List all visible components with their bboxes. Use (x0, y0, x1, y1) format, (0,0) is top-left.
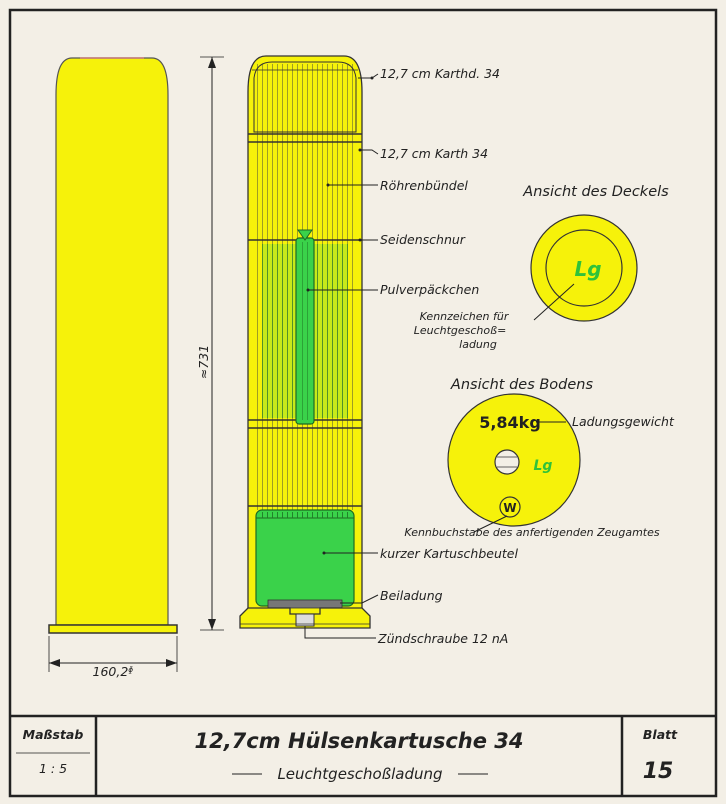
exterior-view (49, 57, 224, 679)
weight-label: Ladungsgewicht (572, 414, 674, 429)
zeugamt-label: Kennbuchstabe des anfertigenden Zeugamtes (404, 526, 660, 539)
lid-note-line3: ladung (459, 338, 497, 351)
lid-mark: Lg (574, 257, 602, 281)
blatt-label: Blatt (642, 727, 678, 742)
label-karth: 12,7 cm Karth 34 (380, 146, 489, 161)
case-body (56, 58, 168, 625)
lid-heading: Ansicht des Deckels (523, 184, 669, 200)
sectional-view (240, 56, 518, 646)
label-roehrenbuendel: Röhrenbündel (380, 178, 468, 193)
drawing-title: 12,7cm Hülsenkartusche 34 (194, 729, 524, 753)
label-pulverpaeckchen: Pulverpäckchen (380, 282, 480, 297)
igniter-charge (268, 600, 342, 608)
base-heading: Ansicht des Bodens (450, 377, 594, 393)
base-view (404, 377, 675, 539)
lid-note-line1: Kennzeichen für (419, 310, 509, 323)
label-beiladung: Beiladung (380, 588, 443, 603)
lid-note-line2: Leuchtgeschoß= (413, 324, 507, 337)
width-dimension: 160,2ᶲ (92, 664, 134, 679)
label-kurzer-kartuschbeutel: kurzer Kartuschbeutel (380, 546, 518, 561)
blatt-value: 15 (642, 759, 674, 784)
height-dimension: ≈731 (196, 344, 211, 380)
base-weight: 5,84kg (479, 413, 541, 432)
drawing-subtitle: Leuchtgeschoßladung (277, 765, 443, 783)
zeugamt-letter: W (503, 501, 517, 515)
label-zuendschraube: Zündschraube 12 nA (378, 631, 509, 646)
title-block (10, 716, 716, 796)
primer-hole (495, 450, 519, 474)
short-cartridge-bag (256, 510, 354, 606)
lid-view (414, 184, 669, 351)
label-seidenschnur: Seidenschnur (380, 232, 465, 247)
massstab-value: 1 : 5 (38, 761, 68, 776)
massstab-label: Maßstab (22, 727, 84, 742)
base-mark: Lg (533, 458, 553, 474)
label-karthd: 12,7 cm Karthd. 34 (380, 66, 500, 81)
case-rim (49, 625, 177, 633)
